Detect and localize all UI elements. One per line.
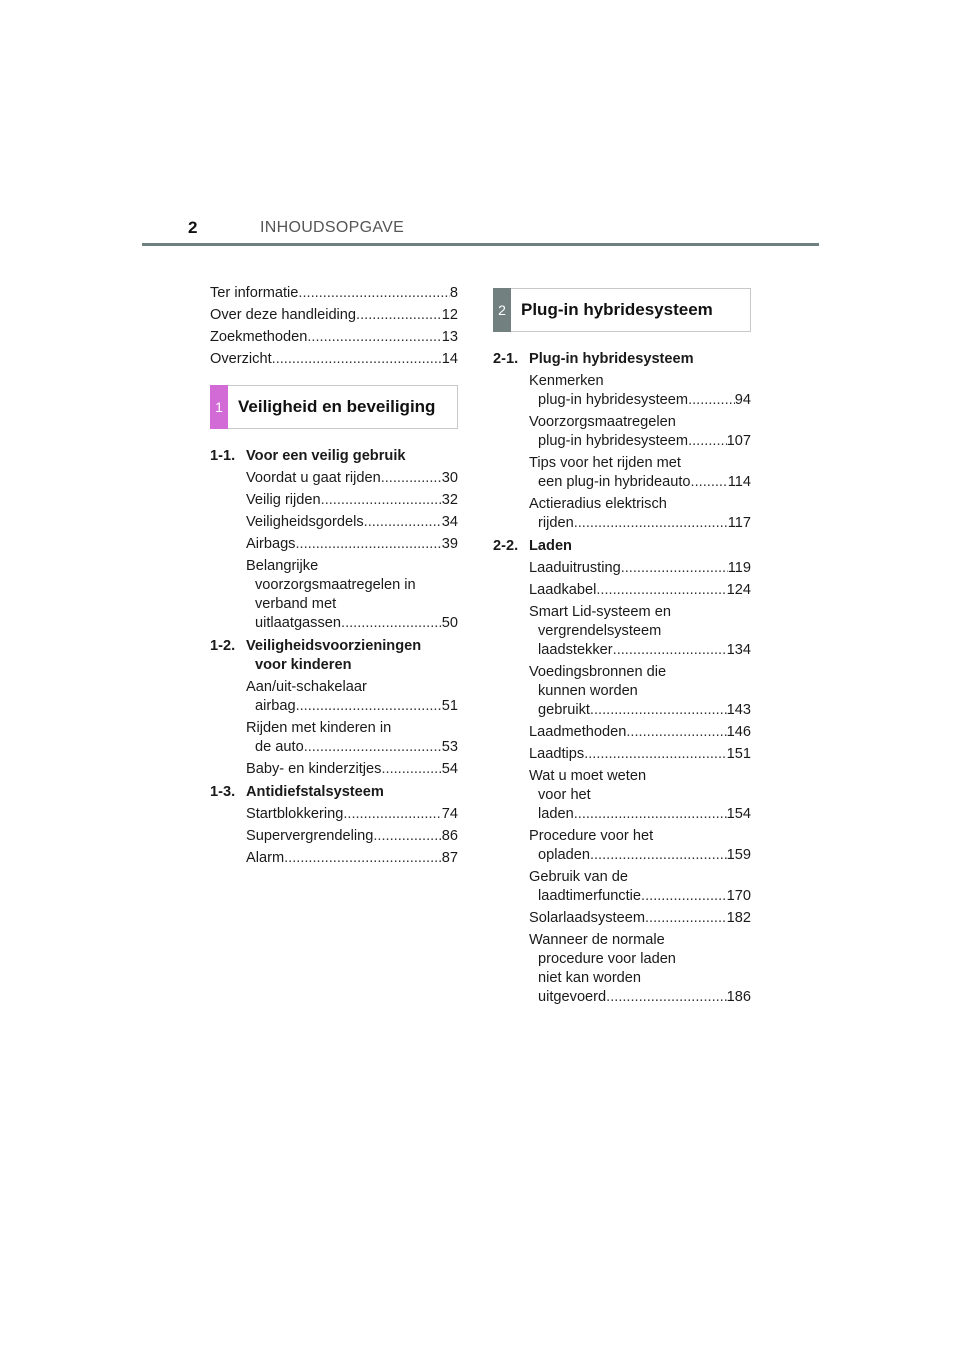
toc-entry-line: voor het (538, 787, 591, 803)
dot-leader (272, 350, 442, 369)
toc-entry-continuation (246, 576, 458, 633)
toc-entry-line: niet kan worden (538, 970, 642, 986)
toc-entry-title: Baby- en kinderzitjes (246, 761, 382, 777)
toc-entry-line: plug-in hybridesysteem (538, 433, 689, 449)
toc-entry-title: Veiligheidsgordels (246, 514, 364, 530)
dot-leader (590, 846, 727, 865)
toc-entry[interactable] (529, 495, 751, 533)
toc-page-number: 39 (441, 536, 458, 552)
toc-page-number: 13 (441, 329, 458, 345)
toc-entry-continuation (246, 738, 458, 757)
toc-entry[interactable] (529, 827, 751, 865)
toc-page-number: 170 (726, 888, 751, 904)
front-matter-entry[interactable] (210, 284, 458, 303)
toc-entry-line: kunnen worden (538, 683, 638, 699)
dot-leader (688, 432, 727, 451)
section-number: 1-1. (210, 448, 236, 464)
toc-entry[interactable] (246, 827, 458, 846)
toc-entry-title: Tips voor het rijden met (529, 455, 681, 471)
front-matter-entry[interactable] (210, 328, 458, 347)
toc-page-number: 146 (726, 724, 751, 740)
chapter-tab: 1 (210, 385, 228, 429)
toc-entry-title: Laadtips (529, 746, 585, 762)
toc-entry-title: Kenmerken (529, 373, 604, 389)
toc-page-number: 182 (726, 910, 751, 926)
section-title-text: Laden (529, 538, 572, 554)
toc-entry-last-line (255, 614, 458, 633)
section-items (493, 559, 751, 1007)
section-heading[interactable] (210, 447, 458, 466)
dot-leader (373, 827, 441, 846)
toc-entry-line: laadstekker (538, 642, 613, 658)
dot-leader (626, 723, 726, 742)
toc-entry-line: een plug-in hybrideauto (538, 474, 691, 490)
toc-entry-line: laadtimerfunctie (538, 888, 642, 904)
toc-page-number: 134 (726, 642, 751, 658)
toc-entry-title: Actieradius elektrisch (529, 496, 667, 512)
toc-entry[interactable] (246, 491, 458, 510)
section-title (529, 350, 751, 369)
toc-entry-title: Smart Lid-systeem en (529, 604, 671, 620)
toc-entry[interactable] (529, 603, 751, 660)
toc-page-number: 124 (726, 582, 751, 598)
dot-leader (590, 701, 727, 720)
toc-entry[interactable] (529, 581, 751, 600)
toc-entry-line: verband met (255, 596, 337, 612)
section-heading[interactable] (493, 537, 751, 556)
toc-entry-continuation (529, 887, 751, 906)
toc-entry[interactable] (246, 513, 458, 532)
toc-entry-title: Aan/uit-schakelaar (246, 679, 367, 695)
toc-entry-title: Alarm (246, 850, 285, 866)
dot-leader (298, 284, 449, 303)
chapter-tab: 2 (493, 288, 511, 332)
toc-entry[interactable] (529, 745, 751, 764)
toc-page-number: 34 (441, 514, 458, 530)
toc-page-number: 159 (726, 847, 751, 863)
toc-page-number: 50 (441, 615, 458, 631)
toc-entry-title: Overzicht (210, 351, 272, 367)
dot-leader (364, 513, 442, 532)
toc-entry-title: Gebruik van de (529, 869, 628, 885)
toc-page-number: 87 (441, 850, 458, 866)
toc-entry-continuation (529, 622, 751, 660)
toc-entry-last-line (255, 738, 458, 757)
toc-page-number: 86 (441, 828, 458, 844)
header-rule (142, 243, 819, 246)
section-title-text: Plug-in hybridesysteem (529, 351, 694, 367)
toc-entry-title: Rijden met kinderen in (246, 720, 392, 736)
dot-leader (296, 697, 442, 716)
toc-entry-title: Zoekmethoden (210, 329, 308, 345)
toc-entry-line: de auto (255, 739, 304, 755)
chapter-sections (493, 350, 751, 1007)
toc-entry-last-line (538, 391, 751, 410)
chapter-title: Plug-in hybridesysteem (521, 300, 713, 319)
toc-entry-title: Airbags (246, 536, 296, 552)
toc-entry-title: Supervergrendeling (246, 828, 374, 844)
toc-right-column (493, 288, 751, 1011)
toc-page-number: 14 (441, 351, 458, 367)
toc-entry-line: uitgevoerd (538, 989, 607, 1005)
toc-entry-line: plug-in hybridesysteem (538, 392, 689, 408)
dot-leader (606, 988, 726, 1007)
section-items (210, 678, 458, 779)
toc-page-number: 186 (726, 989, 751, 1005)
toc-entry-line: laden (538, 806, 574, 822)
dot-leader (321, 491, 442, 510)
toc-entry-last-line (538, 846, 751, 865)
toc-page-number: 12 (441, 307, 458, 323)
dot-leader (307, 328, 441, 347)
chapter-1 (210, 385, 458, 868)
chapter-2 (493, 288, 751, 1007)
toc-entry-line: opladen (538, 847, 590, 863)
section-heading[interactable] (493, 350, 751, 369)
page-number: 2 (188, 218, 198, 237)
dot-leader (381, 760, 441, 779)
toc-page-number: 54 (441, 761, 458, 777)
section-title-continuation: voor kinderen (255, 657, 352, 673)
section-heading[interactable] (210, 637, 458, 675)
toc-entry[interactable] (529, 723, 751, 742)
dot-leader (304, 738, 442, 757)
toc-entry-title: Belangrijke (246, 558, 319, 574)
toc-entry-continuation (246, 697, 458, 716)
toc-entry-line: vergrendelsysteem (538, 623, 662, 639)
toc-page-number: 119 (727, 560, 751, 576)
toc-entry-title: Wat u moet weten (529, 768, 647, 784)
dot-leader (574, 805, 727, 824)
dot-leader (621, 559, 728, 578)
toc-entry[interactable] (529, 559, 751, 578)
dot-leader (381, 469, 442, 488)
toc-page-number: 74 (441, 806, 458, 822)
toc-entry-title: Startblokkering (246, 806, 344, 822)
section-number: 1-2. (210, 638, 236, 654)
toc-entry-title: Voedingsbronnen die (529, 664, 667, 680)
toc-entry-last-line (538, 641, 751, 660)
page-header (142, 214, 819, 246)
toc-entry-title: Voordat u gaat rijden (246, 470, 381, 486)
toc-left-column (210, 284, 458, 872)
dot-leader (284, 849, 442, 868)
toc-entry-last-line (538, 514, 751, 533)
toc-entry[interactable] (529, 868, 751, 906)
toc-entry-continuation (529, 432, 751, 451)
toc-entry[interactable] (529, 454, 751, 492)
dot-leader (691, 473, 728, 492)
toc-entry[interactable] (246, 849, 458, 868)
section-heading[interactable] (210, 783, 458, 802)
toc-entry[interactable] (246, 535, 458, 554)
toc-entry-continuation (529, 514, 751, 533)
toc-page-number: 151 (726, 746, 751, 762)
toc-entry-line: procedure voor laden (538, 951, 676, 967)
dot-leader (341, 614, 442, 633)
toc-entry-line: gebruikt (538, 702, 590, 718)
toc-entry-title: Over deze handleiding (210, 307, 357, 323)
section-number: 1-3. (210, 784, 236, 800)
front-matter-entry[interactable] (210, 350, 458, 369)
toc-page-number: 32 (441, 492, 458, 508)
chapter-sections (210, 447, 458, 868)
toc-page-number: 94 (734, 392, 751, 408)
section-title-text: Veiligheidsvoorzieningen (246, 638, 422, 654)
toc-page-number: 8 (449, 285, 458, 301)
toc-entry-line: voorzorgsmaatregelen in (255, 577, 416, 593)
dot-leader (613, 641, 727, 660)
front-matter-list (210, 284, 458, 369)
toc-entry-last-line (255, 697, 458, 716)
toc-entry-line: uitlaatgassen (255, 615, 342, 631)
toc-entry-title: Laadmethoden (529, 724, 627, 740)
dot-leader (574, 514, 728, 533)
toc-entry[interactable] (529, 767, 751, 824)
toc-entry-last-line (538, 887, 751, 906)
header-title: INHOUDSOPGAVE (260, 219, 405, 236)
section-title (246, 783, 458, 802)
toc-entry[interactable] (529, 413, 751, 451)
toc-entry[interactable] (246, 760, 458, 779)
toc-entry-last-line (538, 473, 751, 492)
front-matter-entry[interactable] (210, 306, 458, 325)
toc-page-number: 114 (727, 474, 751, 490)
dot-leader (688, 391, 735, 410)
toc-entry[interactable] (529, 931, 751, 1007)
toc-entry-continuation (529, 391, 751, 410)
chapter-heading[interactable] (493, 288, 751, 332)
section-number: 2-1. (493, 351, 519, 367)
section-title (529, 537, 751, 556)
toc-entry-title: Laadkabel (529, 582, 597, 598)
toc-entry[interactable] (246, 678, 458, 716)
toc-entry-continuation (529, 473, 751, 492)
chapter-title: Veiligheid en beveiliging (238, 397, 436, 416)
toc-entry-title: Voorzorgsmaatregelen (529, 414, 676, 430)
toc-entry[interactable] (246, 719, 458, 757)
toc-page-number: 53 (441, 739, 458, 755)
section-items (210, 805, 458, 868)
toc-entry-last-line (538, 432, 751, 451)
toc-entry-last-line (538, 988, 751, 1007)
section-title (246, 447, 458, 466)
toc-page-number: 30 (441, 470, 458, 486)
toc-entry-continuation (529, 950, 751, 1007)
toc-page-number: 154 (726, 806, 751, 822)
dot-leader (645, 909, 727, 928)
toc-entry-title: Solarlaadsysteem (529, 910, 645, 926)
dot-leader (584, 745, 726, 764)
section-title-text: Antidiefstalsysteem (246, 784, 384, 800)
toc-entry-title: Wanneer de normale (529, 932, 665, 948)
section-title (246, 637, 458, 675)
dot-leader (343, 805, 441, 824)
section-items (210, 469, 458, 633)
toc-entry-last-line (538, 701, 751, 720)
toc-entry[interactable] (529, 372, 751, 410)
toc-entry[interactable] (246, 469, 458, 488)
dot-leader (596, 581, 726, 600)
chapter-heading[interactable] (210, 385, 458, 429)
dot-leader (641, 887, 727, 906)
toc-entry-last-line (538, 805, 751, 824)
toc-entry[interactable] (529, 663, 751, 720)
toc-entry-continuation (529, 846, 751, 865)
toc-entry-continuation (529, 786, 751, 824)
section-items (493, 372, 751, 533)
toc-page-number: 107 (726, 433, 751, 449)
toc-page-number: 117 (727, 515, 751, 531)
toc-entry-title: Ter informatie (210, 285, 299, 301)
toc-entry[interactable] (246, 557, 458, 633)
toc-entry-line: rijden (538, 515, 574, 531)
toc-entry-title: Laaduitrusting (529, 560, 621, 576)
toc-entry-line: airbag (255, 698, 296, 714)
toc-entry[interactable] (246, 805, 458, 824)
toc-page-number: 143 (726, 702, 751, 718)
section-number: 2-2. (493, 538, 519, 554)
toc-page-number: 51 (441, 698, 458, 714)
section-title-text: Voor een veilig gebruik (246, 448, 406, 464)
toc-entry-continuation (529, 682, 751, 720)
dot-leader (295, 535, 441, 554)
toc-entry-title: Procedure voor het (529, 828, 654, 844)
dot-leader (356, 306, 442, 325)
toc-entry[interactable] (529, 909, 751, 928)
toc-entry-title: Veilig rijden (246, 492, 321, 508)
